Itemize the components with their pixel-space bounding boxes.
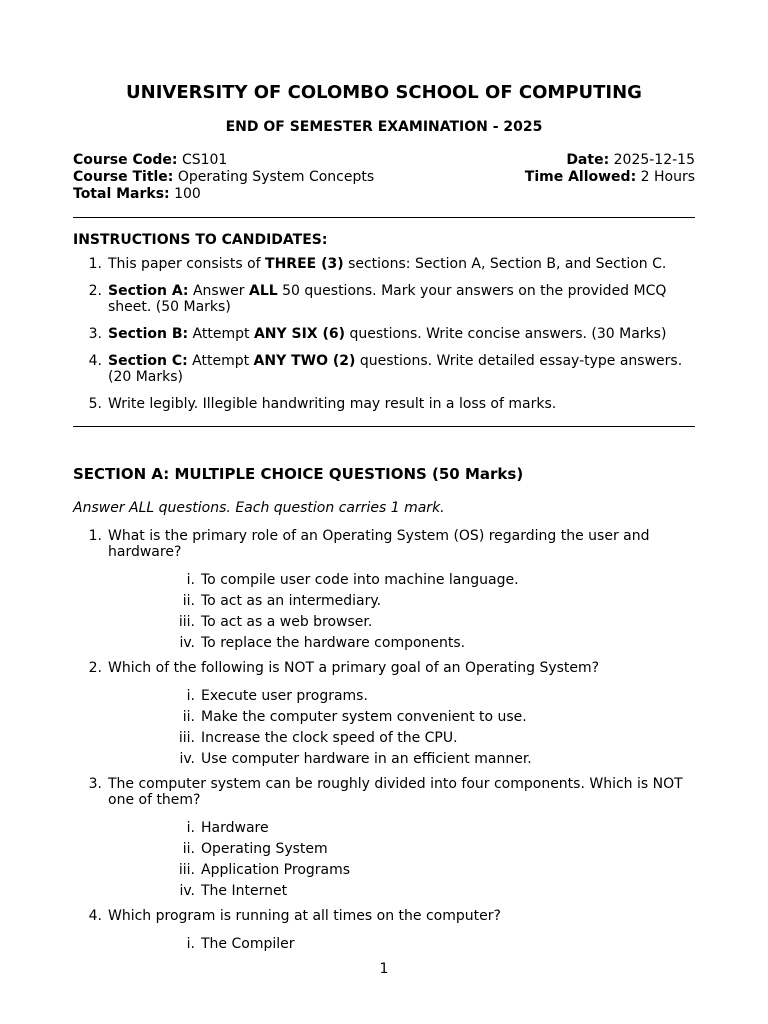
date-line	[525, 152, 695, 169]
course-code-line	[73, 152, 374, 169]
page-number: 1	[379, 961, 389, 977]
option-text: To compile user code into machine language.	[201, 572, 519, 588]
instruction-number: 4.	[88, 353, 102, 369]
option-number: iv.	[179, 635, 195, 651]
question-text-line	[73, 528, 695, 560]
total-marks-line	[73, 186, 374, 203]
option-text: Hardware	[201, 820, 269, 836]
instruction-number: 5.	[88, 396, 102, 412]
instruction-emphasis: Section B:	[108, 326, 189, 342]
exam-title: END OF SEMESTER EXAMINATION - 2025	[225, 119, 543, 135]
option-text: To act as an intermediary.	[201, 593, 382, 609]
option-text: Execute user programs.	[201, 688, 368, 704]
option-text: The Compiler	[201, 936, 295, 952]
question-text: The computer system can be roughly divided into four components. Which is NOT one of them?	[108, 776, 683, 808]
instruction-number: 3.	[88, 326, 102, 342]
option-item	[73, 708, 695, 729]
option-item	[73, 592, 695, 613]
option-number: iii.	[178, 614, 195, 630]
instruction-text: questions. Write detailed essay-type answers. (20 Marks)	[108, 353, 683, 385]
option-number: ii.	[182, 593, 195, 609]
instruction-number: 1.	[88, 256, 102, 272]
time-allowed-value: 2 Hours	[640, 169, 695, 185]
instruction-text: sections: Section A, Section B, and Section C.	[343, 256, 667, 272]
question-number: 4.	[88, 908, 102, 924]
instruction-text: Write legibly. Illegible handwriting may result in a loss of marks.	[108, 396, 557, 412]
option-text: Application Programs	[201, 862, 351, 878]
question	[73, 528, 695, 655]
option-item	[73, 634, 695, 655]
instruction-text: Attempt	[187, 353, 254, 369]
section-a-heading: SECTION A: MULTIPLE CHOICE QUESTIONS (50 Marks)	[73, 465, 524, 483]
option-item	[73, 819, 695, 840]
course-code-label: Course Code:	[73, 152, 178, 168]
option-text: Increase the clock speed of the CPU.	[201, 730, 458, 746]
instruction-item	[73, 353, 695, 385]
option-list	[73, 687, 695, 771]
question-number: 1.	[88, 528, 102, 544]
option-item	[73, 571, 695, 592]
question-text: Which of the following is NOT a primary goal of an Operating System?	[108, 660, 600, 676]
course-title-label: Course Title:	[73, 169, 174, 185]
section-a-instruction: Answer ALL questions. Each question carries 1 mark.	[73, 500, 445, 516]
instruction-emphasis: ANY SIX (6)	[253, 326, 346, 342]
question	[73, 776, 695, 903]
instruction-item	[73, 326, 695, 342]
question-number: 3.	[88, 776, 102, 792]
time-allowed-label: Time Allowed:	[524, 169, 637, 185]
course-meta	[73, 152, 374, 203]
instructions-divider	[73, 426, 695, 427]
option-text: The Internet	[201, 883, 288, 899]
header-divider	[73, 217, 695, 218]
option-number: iii.	[178, 862, 195, 878]
instruction-emphasis: THREE (3)	[265, 256, 344, 272]
date-label: Date:	[566, 152, 610, 168]
option-item	[73, 729, 695, 750]
option-item	[73, 687, 695, 708]
instruction-text: Answer	[188, 283, 249, 299]
instruction-text: questions. Write concise answers. (30 Marks)	[345, 326, 667, 342]
question-text: What is the primary role of an Operating System (OS) regarding the user and hardware?	[108, 528, 650, 560]
option-item	[73, 882, 695, 903]
option-item	[73, 935, 695, 956]
option-item	[73, 840, 695, 861]
question-number: 2.	[88, 660, 102, 676]
question-text-line	[73, 908, 695, 924]
instruction-item	[73, 256, 695, 272]
option-text: To replace the hardware components.	[201, 635, 466, 651]
option-number: i.	[186, 820, 195, 836]
course-title-line	[73, 169, 374, 186]
question	[73, 908, 695, 956]
option-number: ii.	[182, 841, 195, 857]
instruction-emphasis: ANY TWO (2)	[253, 353, 356, 369]
question-text-line	[73, 776, 695, 808]
option-text: To act as a web browser.	[201, 614, 373, 630]
instruction-emphasis: Section A:	[108, 283, 189, 299]
instruction-text: Attempt	[188, 326, 254, 342]
instruction-text: 50 questions. Mark your answers on the provided MCQ sheet. (50 Marks)	[108, 283, 667, 315]
instruction-emphasis: ALL	[249, 283, 278, 299]
instruction-item	[73, 396, 695, 412]
option-text: Make the computer system convenient to use.	[201, 709, 527, 725]
option-number: iii.	[178, 730, 195, 746]
option-text: Operating System	[201, 841, 328, 857]
option-list	[73, 935, 695, 956]
option-text: Use computer hardware in an efficient manner.	[201, 751, 532, 767]
option-number: i.	[186, 688, 195, 704]
option-number: i.	[186, 936, 195, 952]
question-list	[73, 528, 695, 956]
total-marks-label: Total Marks:	[73, 186, 170, 202]
instruction-emphasis: Section C:	[108, 353, 188, 369]
exam-meta	[525, 152, 695, 186]
instruction-number: 2.	[88, 283, 102, 299]
university-title: UNIVERSITY OF COLOMBO SCHOOL OF COMPUTING	[126, 82, 642, 103]
option-number: i.	[186, 572, 195, 588]
total-marks-value: 100	[174, 186, 201, 202]
option-item	[73, 613, 695, 634]
instructions-heading: INSTRUCTIONS TO CANDIDATES:	[73, 232, 328, 248]
option-item	[73, 861, 695, 882]
option-item	[73, 750, 695, 771]
question	[73, 660, 695, 771]
option-list	[73, 571, 695, 655]
course-code-value: CS101	[181, 152, 228, 168]
instructions-list	[73, 256, 695, 412]
date-value: 2025-12-15	[613, 152, 695, 168]
time-allowed-line	[525, 169, 695, 186]
option-number: iv.	[179, 883, 195, 899]
instruction-text: This paper consists of	[108, 256, 266, 272]
instruction-item	[73, 283, 695, 315]
question-text: Which program is running at all times on the computer?	[108, 908, 501, 924]
course-title-value: Operating System Concepts	[177, 169, 375, 185]
option-number: ii.	[182, 709, 195, 725]
question-text-line	[73, 660, 695, 676]
option-number: iv.	[179, 751, 195, 767]
option-list	[73, 819, 695, 903]
